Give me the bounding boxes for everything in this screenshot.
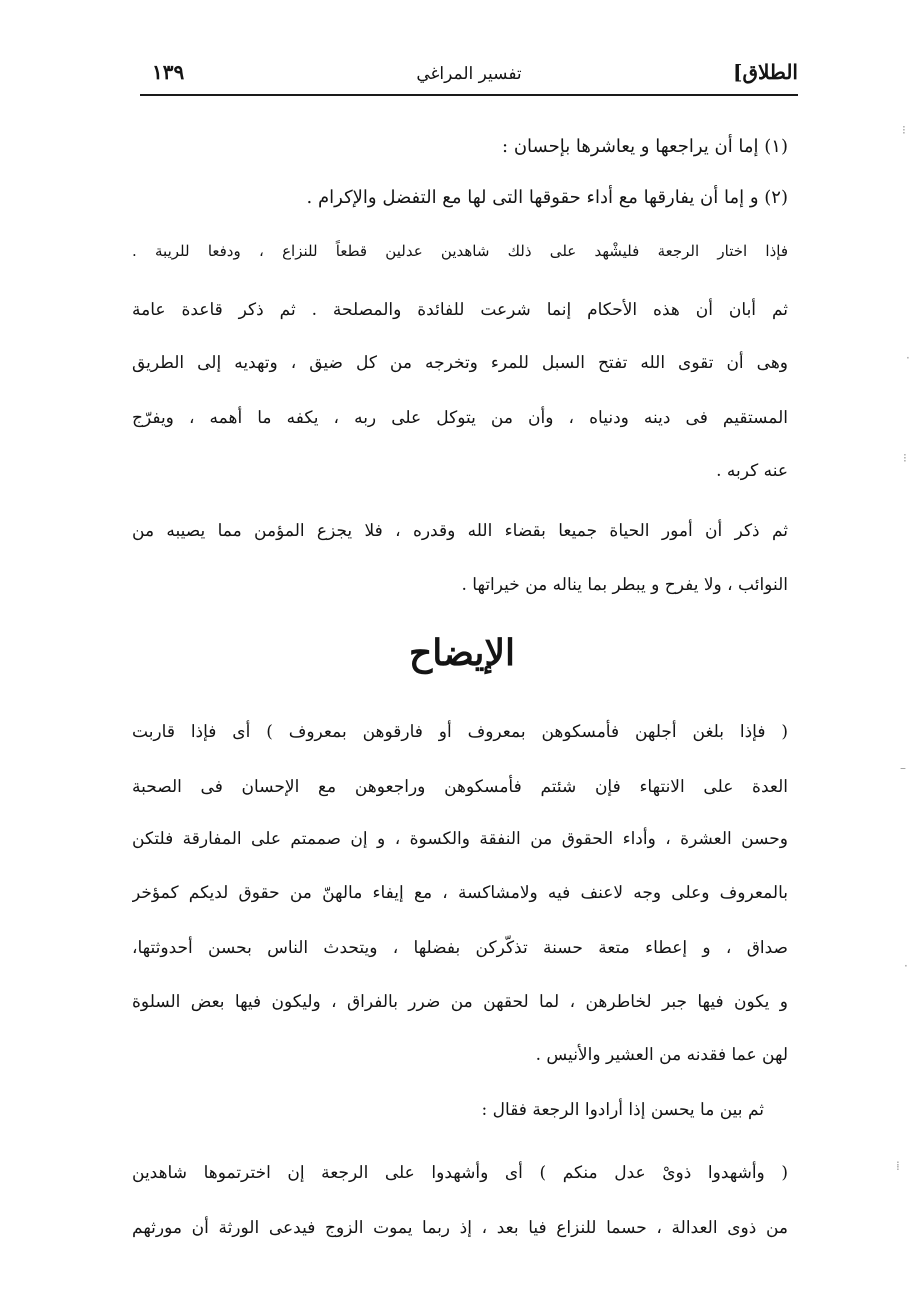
explanation-line: وحسن العشرة ، وأداء الحقوق من النفقة والكسوة ، و إن صممتم على المفارقة فلتكن xyxy=(132,829,788,849)
final-line: من ذوى العدالة ، حسما للنزاع فيا بعد ، إذ ربما يموت الزوج فيدعى الورثة أن مورثهم xyxy=(132,1218,788,1238)
explanation-line-last: لهن عما فقدنه من العشير والأنيس . xyxy=(535,1045,788,1065)
book-title: تفسير المراغي xyxy=(416,64,522,84)
scan-edge-mark: · xyxy=(904,959,908,973)
explanation-line: بالمعروف وعلى وجه لاعنف فيه ولامشاكسة ، مع إيفاء مالهنّ من حقوق لديكم كمؤخر xyxy=(132,883,788,903)
section-heading: الإيضاح xyxy=(409,632,515,674)
intro-line: ثم بين ما يحسن إذا أرادوا الرجعة فقال : xyxy=(481,1100,764,1120)
summary-item-2: (٢) و إما أن يفارقها مع أداء حقوقها التى لها مع التفضل والإكرام . xyxy=(306,187,788,208)
page-number: ١٣٩ xyxy=(152,60,185,84)
scan-edge-mark: ⁝ xyxy=(902,123,906,137)
scan-edge-mark: · xyxy=(906,351,910,365)
summary-item-1: (١) إما أن يراجعها و يعاشرها بإحسان : xyxy=(502,136,788,157)
body-line: المستقيم فى دينه ودنياه ، وأن من يتوكل على ربه ، يكفه ما أهمه ، ويفرّج xyxy=(132,408,788,428)
explanation-line: ( فإذا بلغن أجلهن فأمسكوهن بمعروف أو فارقوهن بمعروف ) أى فإذا قاربت xyxy=(132,722,788,742)
final-line: ( وأشهدوا ذوىْ عدل منكم ) أى وأشهدوا على الرجعة إن اخترتموها شاهدين xyxy=(132,1163,788,1183)
body-line-last: عنه كربه . xyxy=(716,461,788,481)
scan-edge-mark: ⁞ xyxy=(896,1159,900,1173)
scan-edge-mark: ⁝ xyxy=(903,451,907,465)
body-line: وهى أن تقوى الله تفتح السبل للمرء وتخرجه من كل ضيق ، وتهديه إلى الطريق xyxy=(132,353,788,373)
body-line: فإذا اختار الرجعة فليشْهد على ذلك شاهدين عدلين قطعاً للنزاع ، ودفعا للريبة . xyxy=(132,242,788,260)
chapter-title: الطلاق] xyxy=(733,60,798,84)
paragraph-line-last: النوائب ، ولا يفرح و يبطر بما يناله من خيراتها . xyxy=(461,575,788,595)
scan-edge-mark: – xyxy=(900,761,906,775)
running-header xyxy=(140,48,798,96)
explanation-line: و يكون فيها جبر لخاطرهن ، لما لحقهن من ضرر بالفراق ، وليكون فيها بعض السلوة xyxy=(132,992,788,1012)
body-line: ثم أبان أن هذه الأحكام إنما شرعت للفائدة والمصلحة . ثم ذكر قاعدة عامة xyxy=(132,300,788,320)
paragraph-line: ثم ذكر أن أمور الحياة جميعا بقضاء الله وقدره ، فلا يجزع المؤمن مما يصيبه من xyxy=(132,521,788,541)
explanation-line: صداق ، و إعطاء متعة حسنة تذكّركن بفضلها ، ويتحدث الناس بحسن أحدوثتها، xyxy=(132,938,788,958)
explanation-line: العدة على الانتهاء فإن شئتم فأمسكوهن وراجعوهن مع الإحسان فى الصحبة xyxy=(132,777,788,797)
